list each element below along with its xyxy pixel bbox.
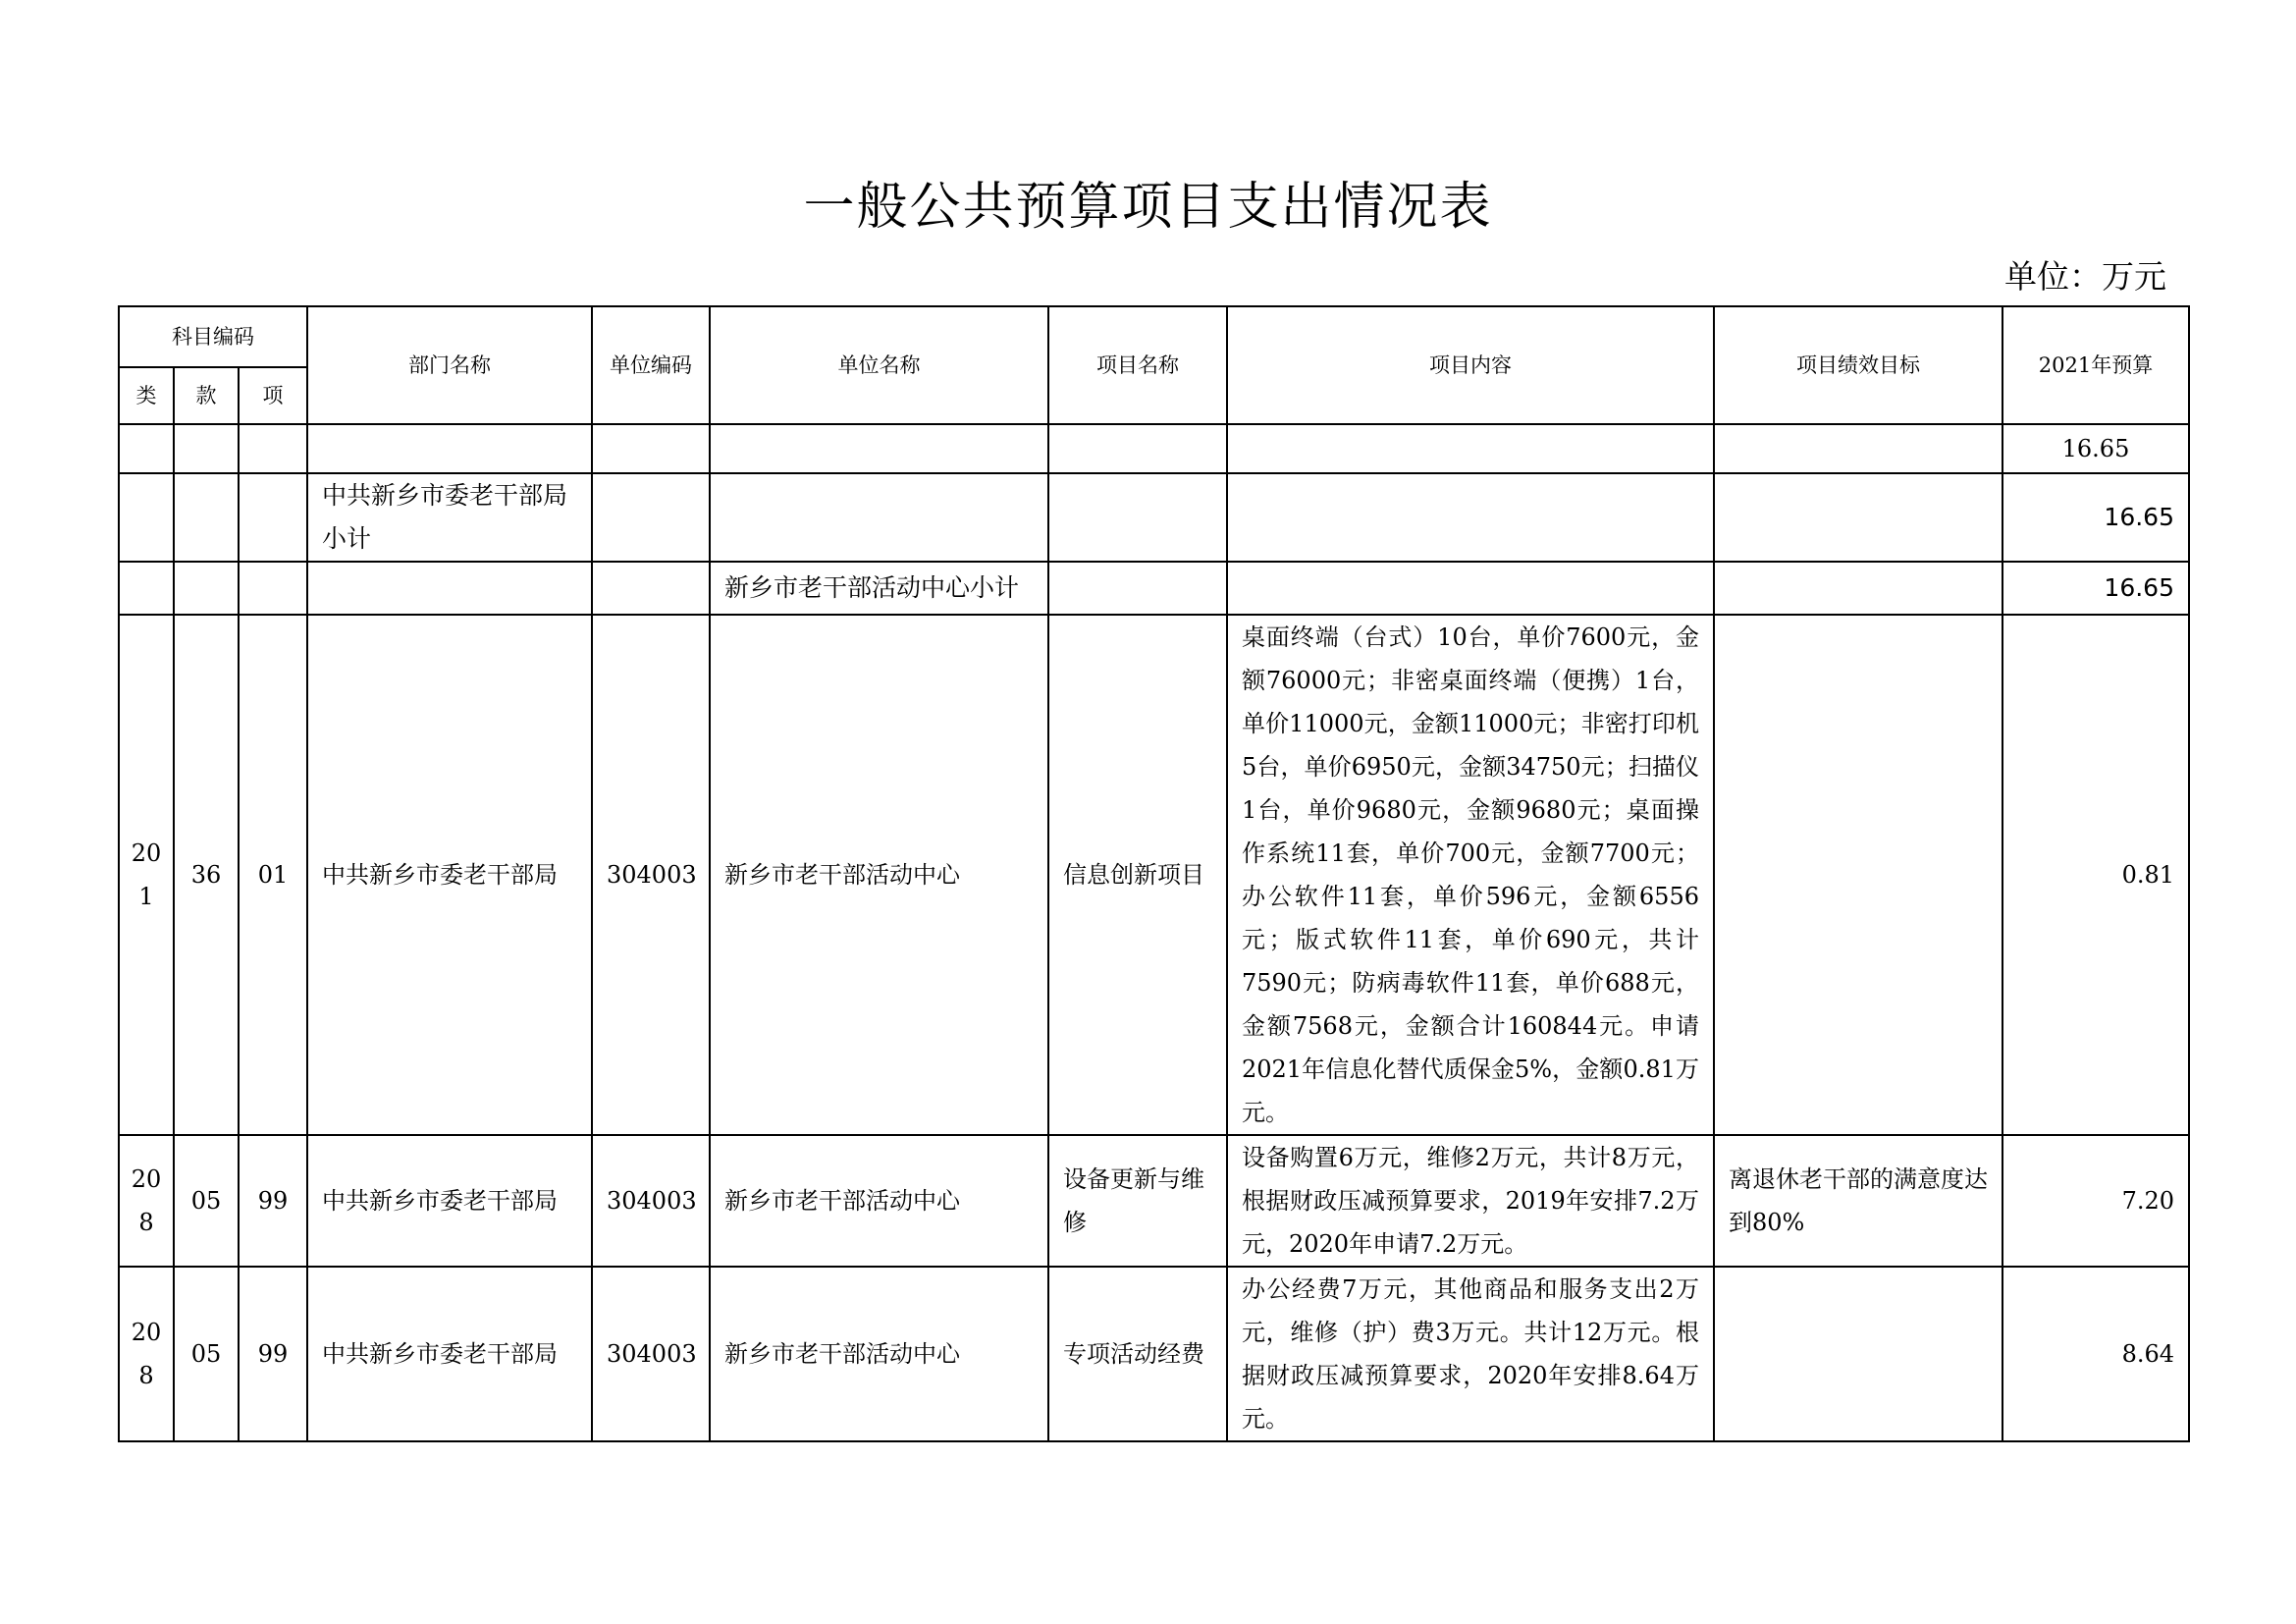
- header-subject-code: 科目编码: [119, 306, 307, 367]
- cell-dept-name: 中共新乡市委老干部局: [307, 615, 592, 1135]
- cell-performance-target: [1714, 1267, 2002, 1441]
- table-row: [119, 1135, 2189, 1267]
- header-dept-name: 部门名称: [307, 306, 592, 424]
- unit-subtotal-row: [119, 562, 2189, 615]
- header-row-1: [119, 306, 2189, 367]
- header-unit-code: 单位编码: [592, 306, 710, 424]
- header-lei: 类: [119, 367, 174, 424]
- header-budget-2021: 2021年预算: [2002, 306, 2189, 424]
- cell-xiang: 99: [239, 1135, 307, 1267]
- page-title: 一般公共预算项目支出情况表: [803, 178, 1493, 237]
- header-project-name: 项目名称: [1048, 306, 1227, 424]
- header-unit-name: 单位名称: [710, 306, 1048, 424]
- cell-unit-name: 新乡市老干部活动中心: [710, 615, 1048, 1135]
- cell-unit-code: 304003: [592, 615, 710, 1135]
- dept-subtotal-label: 中共新乡市委老干部局小计: [307, 473, 592, 562]
- cell-budget: 0.81: [2002, 615, 2189, 1135]
- header-kuan: 款: [174, 367, 239, 424]
- unit-label: 单位：万元: [2004, 257, 2166, 296]
- grand-total-value: 16.65: [2002, 424, 2189, 473]
- cell-unit-name: 新乡市老干部活动中心: [710, 1135, 1048, 1267]
- cell-unit-code: 304003: [592, 1267, 710, 1441]
- cell-project-content: 办公经费7万元，其他商品和服务支出2万元，维修（护）费3万元。共计12万元。根据财政压减预算要求，2020年安排8.64万元。: [1227, 1267, 1714, 1441]
- cell-unit-code: 304003: [592, 1135, 710, 1267]
- cell-performance-target: [1714, 615, 2002, 1135]
- cell-lei: 201: [119, 615, 174, 1135]
- cell-lei: 208: [119, 1267, 174, 1441]
- cell-project-name: 设备更新与维修: [1048, 1135, 1227, 1267]
- cell-budget: 8.64: [2002, 1267, 2189, 1441]
- cell-xiang: 99: [239, 1267, 307, 1441]
- cell-xiang: 01: [239, 615, 307, 1135]
- dept-subtotal-value: 16.65: [2002, 473, 2189, 562]
- unit-subtotal-value: 16.65: [2002, 562, 2189, 615]
- table-row: [119, 1267, 2189, 1441]
- budget-table: [118, 305, 2190, 1442]
- cell-performance-target: 离退休老干部的满意度达到80%: [1714, 1135, 2002, 1267]
- cell-dept-name: 中共新乡市委老干部局: [307, 1135, 592, 1267]
- grand-total-row: [119, 424, 2189, 473]
- cell-project-content: 设备购置6万元，维修2万元，共计8万元，根据财政压减预算要求，2019年安排7.2万元，2020年申请7.2万元。: [1227, 1135, 1714, 1267]
- header-xiang: 项: [239, 367, 307, 424]
- cell-unit-name: 新乡市老干部活动中心: [710, 1267, 1048, 1441]
- cell-project-name: 信息创新项目: [1048, 615, 1227, 1135]
- cell-project-content: 桌面终端（台式）10台，单价7600元，金额76000元；非密桌面终端（便携）1台，单价11000元，金额11000元；非密打印机5台，单价6950元，金额34750元；扫描仪1台，单价9680元，金额9680元；桌面操作系统11套，单价700元，金额7700元；办公软件11套，单价596元，金额6556元；版式软件11套，单价690元，共计7590元；防病毒软件11套，单价688元，金额7568元，金额合计160844元。申请2021年信息化替代质保金5%，金额0.81万元。: [1227, 615, 1714, 1135]
- cell-kuan: 05: [174, 1267, 239, 1441]
- dept-subtotal-row: [119, 473, 2189, 562]
- cell-lei: 208: [119, 1135, 174, 1267]
- cell-project-name: 专项活动经费: [1048, 1267, 1227, 1441]
- header-performance-target: 项目绩效目标: [1714, 306, 2002, 424]
- cell-kuan: 36: [174, 615, 239, 1135]
- cell-dept-name: 中共新乡市委老干部局: [307, 1267, 592, 1441]
- cell-kuan: 05: [174, 1135, 239, 1267]
- unit-subtotal-label: 新乡市老干部活动中心小计: [710, 562, 1048, 615]
- cell-budget: 7.20: [2002, 1135, 2189, 1267]
- header-project-content: 项目内容: [1227, 306, 1714, 424]
- table-row: [119, 615, 2189, 1135]
